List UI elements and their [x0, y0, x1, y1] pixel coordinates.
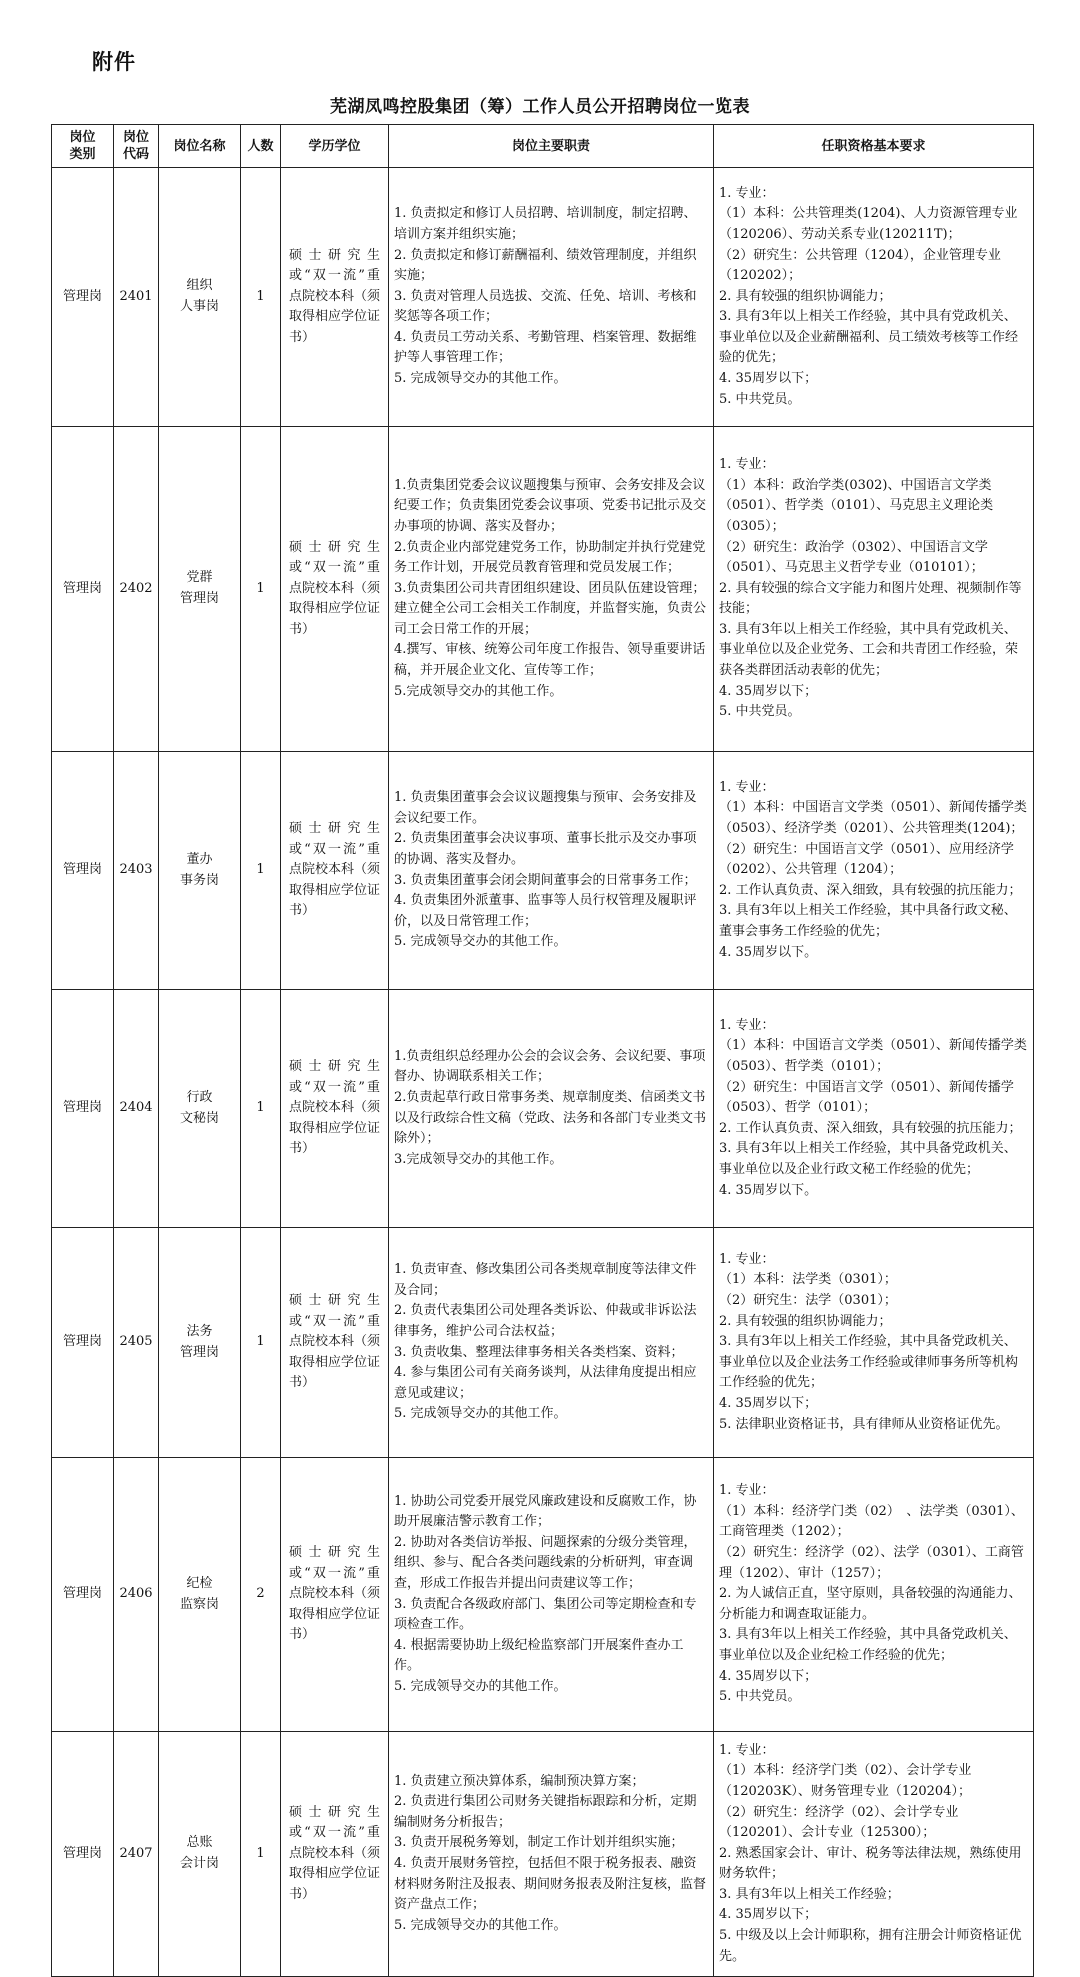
cell-category: 管理岗	[52, 168, 114, 427]
cell-education: 硕士研究生或“双一流”重点院校本科（须取得相应学位证书）	[281, 1228, 389, 1458]
header-category: 岗位 类别	[52, 125, 114, 168]
header-requirements: 任职资格基本要求	[714, 125, 1034, 168]
table-title: 芜湖凤鸣控股集团（筹）工作人员公开招聘岗位一览表	[330, 97, 750, 117]
cell-category: 管理岗	[52, 752, 114, 990]
cell-education: 硕士研究生或“双一流”重点院校本科（须取得相应学位证书）	[281, 168, 389, 427]
cell-name: 党群 管理岗	[159, 427, 241, 752]
header-duties: 岗位主要职责	[389, 125, 714, 168]
cell-code: 2406	[114, 1458, 159, 1732]
cell-requirements: 1. 专业： （1）本科：政治学类(0302)、中国语言文学类（0501）、哲学类（0101）、马克思主义理论类（0305）； （2）研究生：政治学（0302）、中国语言文学（0501）、马克思主义哲学专业（010101）； 2. 具有较强的综合文字能力和图片处理、视频制作等技能； 3. 具有3年以上相关工作经验，其中具有党政机关、事业单位以及企业党务、工会和共青团工作经验，荣获各类群团活动表彰的优先； 4. 35周岁以下； 5. 中共党员。	[714, 427, 1034, 752]
table-row	[52, 990, 1034, 1228]
cell-code: 2407	[114, 1732, 159, 1977]
cell-duties: 1. 负责集团董事会会议议题搜集与预审、会务安排及会议纪要工作。 2. 负责集团董事会决议事项、董事长批示及交办事项的协调、落实及督办。 3. 负责集团董事会闭会期间董事会的日常事务工作； 4. 负责集团外派董事、监事等人员行权管理及履职评价，以及日常管理工作； 5. 完成领导交办的其他工作。	[389, 752, 714, 990]
cell-category: 管理岗	[52, 427, 114, 752]
cell-duties: 1. 负责建立预决算体系，编制预决算方案； 2. 负责进行集团公司财务关键指标跟踪和分析，定期编制财务分析报告； 3. 负责开展税务筹划，制定工作计划并组织实施； 4. 负责开展财务管控，包括但不限于税务报表、融资材料财务附注及报表、期间财务报表及附注复核，监督资产盘点工作； 5. 完成领导交办的其他工作。	[389, 1732, 714, 1977]
cell-category: 管理岗	[52, 1228, 114, 1458]
cell-count: 1	[241, 1732, 281, 1977]
header-row	[52, 125, 1034, 168]
cell-count: 1	[241, 1228, 281, 1458]
cell-requirements: 1. 专业： （1）本科：经济学门类（02） 、法学类（0301）、工商管理类（1202）； （2）研究生：经济学（02）、法学（0301）、工商管理（1202）、审计（1257）； 2. 为人诚信正直，坚守原则，具备较强的沟通能力、分析能力和调查取证能力。 3. 具有3年以上相关工作经验，其中具备党政机关、事业单位以及企业纪检工作经验的优先； 4. 35周岁以下； 5. 中共党员。	[714, 1458, 1034, 1732]
job-table	[51, 124, 1034, 1977]
table-row	[52, 427, 1034, 752]
cell-code: 2404	[114, 990, 159, 1228]
header-code: 岗位 代码	[114, 125, 159, 168]
cell-duties: 1. 负责拟定和修订人员招聘、培训制度，制定招聘、培训方案并组织实施； 2. 负责拟定和修订薪酬福利、绩效管理制度，并组织实施； 3. 负责对管理人员选拔、交流、任免、培训、考核和奖惩等各项工作； 4. 负责员工劳动关系、考勤管理、档案管理、数据维护等人事管理工作； 5. 完成领导交办的其他工作。	[389, 168, 714, 427]
cell-count: 1	[241, 752, 281, 990]
cell-requirements: 1. 专业： （1）本科：中国语言文学类（0501）、新闻传播学类（0503）、哲学类（0101）； （2）研究生：中国语言文学（0501）、新闻传播学（0503）、哲学（0101）； 2. 工作认真负责、深入细致，具有较强的抗压能力； 3. 具有3年以上相关工作经验，其中具备党政机关、事业单位以及企业行政文秘工作经验的优先； 4. 35周岁以下。	[714, 990, 1034, 1228]
table-row	[52, 1458, 1034, 1732]
cell-duties: 1.负责组织总经理办公会的会议会务、会议纪要、事项督办、协调联系相关工作； 2.负责起草行政日常事务类、规章制度类、信函类文书以及行政综合性文稿（党政、法务和各部门专业类文书除外）； 3.完成领导交办的其他工作。	[389, 990, 714, 1228]
cell-count: 1	[241, 168, 281, 427]
cell-name: 纪检 监察岗	[159, 1458, 241, 1732]
cell-count: 2	[241, 1458, 281, 1732]
header-name: 岗位名称	[159, 125, 241, 168]
cell-code: 2405	[114, 1228, 159, 1458]
cell-requirements: 1. 专业： （1）本科：法学类（0301）； （2）研究生：法学（0301）； 2. 具有较强的组织协调能力； 3. 具有3年以上相关工作经验，其中具备党政机关、事业单位以及企业法务工作经验或律师事务所等机构工作经验的优先； 4. 35周岁以下； 5. 法律职业资格证书，具有律师从业资格证优先。	[714, 1228, 1034, 1458]
cell-name: 总账 会计岗	[159, 1732, 241, 1977]
cell-education: 硕士研究生或“双一流”重点院校本科（须取得相应学位证书）	[281, 990, 389, 1228]
cell-count: 1	[241, 427, 281, 752]
cell-category: 管理岗	[52, 1458, 114, 1732]
cell-education: 硕士研究生或“双一流”重点院校本科（须取得相应学位证书）	[281, 752, 389, 990]
cell-name: 行政 文秘岗	[159, 990, 241, 1228]
cell-education: 硕士研究生或“双一流”重点院校本科（须取得相应学位证书）	[281, 1458, 389, 1732]
cell-name: 法务 管理岗	[159, 1228, 241, 1458]
cell-code: 2402	[114, 427, 159, 752]
cell-code: 2401	[114, 168, 159, 427]
cell-education: 硕士研究生或“双一流”重点院校本科（须取得相应学位证书）	[281, 427, 389, 752]
table-row	[52, 752, 1034, 990]
table-row	[52, 168, 1034, 427]
table-row	[52, 1732, 1034, 1977]
cell-name: 组织 人事岗	[159, 168, 241, 427]
cell-name: 董办 事务岗	[159, 752, 241, 990]
cell-duties: 1. 负责审查、修改集团公司各类规章制度等法律文件及合同； 2. 负责代表集团公司处理各类诉讼、仲裁或非诉讼法律事务，维护公司合法权益； 3. 负责收集、整理法律事务相关各类档案、资料； 4. 参与集团公司有关商务谈判，从法律角度提出相应意见或建议； 5. 完成领导交办的其他工作。	[389, 1228, 714, 1458]
table-row	[52, 1228, 1034, 1458]
header-count: 人数	[241, 125, 281, 168]
cell-count: 1	[241, 990, 281, 1228]
attachment-label: 附件	[92, 50, 136, 74]
cell-code: 2403	[114, 752, 159, 990]
cell-duties: 1.负责集团党委会议议题搜集与预审、会务安排及会议纪要工作；负责集团党委会议事项、党委书记批示及交办事项的协调、落实及督办； 2.负责企业内部党建党务工作，协助制定并执行党建党务工作计划，开展党员教育管理和党员发展工作； 3.负责集团公司共青团组织建设、团员队伍建设管理；建立健全公司工会相关工作制度，并监督实施，负责公司工会日常工作的开展； 4.撰写、审核、统筹公司年度工作报告、领导重要讲话稿，并开展企业文化、宣传等工作； 5.完成领导交办的其他工作。	[389, 427, 714, 752]
cell-category: 管理岗	[52, 1732, 114, 1977]
cell-requirements: 1. 专业： （1）本科：经济学门类（02）、会计学专业（120203K）、财务管理专业（120204）； （2）研究生：经济学（02）、会计学专业（120201）、会计专业（125300）； 2. 熟悉国家会计、审计、税务等法律法规，熟练使用财务软件； 3. 具有3年以上相关工作经验； 4. 35周岁以下； 5. 中级及以上会计师职称，拥有注册会计师资格证优先。	[714, 1732, 1034, 1977]
cell-requirements: 1. 专业： （1）本科：公共管理类(1204)、人力资源管理专业（120206）、劳动关系专业(120211T)； （2）研究生：公共管理（1204），企业管理专业（120202）； 2. 具有较强的组织协调能力； 3. 具有3年以上相关工作经验，其中具有党政机关、事业单位以及企业薪酬福利、员工绩效考核等工作经验的优先； 4. 35周岁以下； 5. 中共党员。	[714, 168, 1034, 427]
cell-requirements: 1. 专业： （1）本科：中国语言文学类（0501）、新闻传播学类（0503）、经济学类（0201）、公共管理类(1204)； （2）研究生：中国语言文学（0501）、应用经济学（0202）、公共管理（1204）； 2. 工作认真负责、深入细致，具有较强的抗压能力； 3. 具有3年以上相关工作经验，其中具备行政文秘、董事会事务工作经验的优先； 4. 35周岁以下。	[714, 752, 1034, 990]
cell-duties: 1. 协助公司党委开展党风廉政建设和反腐败工作，协助开展廉洁警示教育工作； 2. 协助对各类信访举报、问题探索的分级分类管理，组织、参与、配合各类问题线索的分析研判，审查调查，形成工作报告并提出问责建议等工作； 3. 负责配合各级政府部门、集团公司等定期检查和专项检查工作。 4. 根据需要协助上级纪检监察部门开展案件查办工作。 5. 完成领导交办的其他工作。	[389, 1458, 714, 1732]
cell-education: 硕士研究生或“双一流”重点院校本科（须取得相应学位证书）	[281, 1732, 389, 1977]
cell-category: 管理岗	[52, 990, 114, 1228]
header-education: 学历学位	[281, 125, 389, 168]
